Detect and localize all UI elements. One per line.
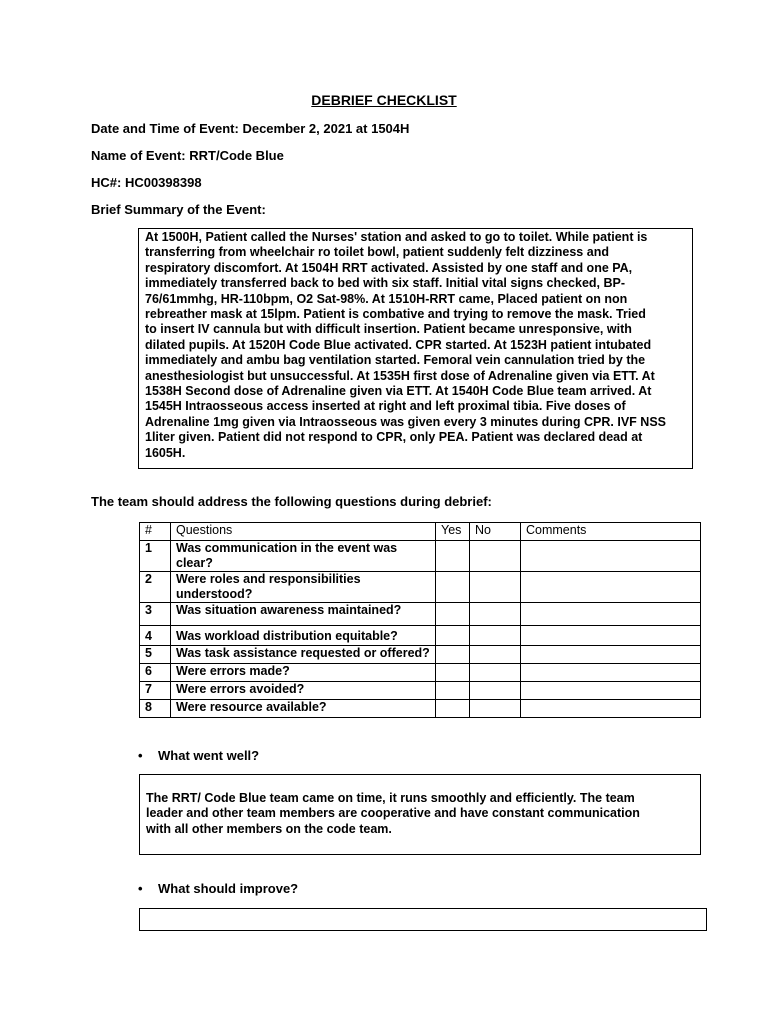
no-cell[interactable] [470,700,521,718]
no-cell[interactable] [470,603,521,626]
summary-line: dilated pupils. At 1520H Code Blue activated. CPR started. At 1523H patient intubated [145,337,652,352]
bullet-icon: • [138,748,143,763]
summary-line: to insert IV cannula but with difficult insertion. Patient became unresponsive, with [145,322,632,337]
comments-cell[interactable] [521,572,701,603]
summary-line: 76/61mmhg, HR-110bpm, O2 Sat-98%. At 1510H-RRT came, Placed patient on non [145,291,628,306]
well-line: with all other members on the code team. [146,821,392,836]
well-line: leader and other team members are cooperative and have constant communication [146,806,640,821]
row-question: Was workload distribution equitable? [171,626,436,646]
question-line: understood? [176,586,253,601]
event-name-field: Name of Event: RRT/Code Blue [91,148,284,163]
header-number: # [140,523,171,541]
row-question: Were errors made? [171,664,436,682]
table-row [140,646,701,664]
no-cell[interactable] [470,572,521,603]
yes-cell[interactable] [436,664,470,682]
comments-cell[interactable] [521,664,701,682]
comments-cell[interactable] [521,626,701,646]
comments-cell[interactable] [521,603,701,626]
row-question: Were resource available? [171,700,436,718]
summary-line: immediately and ambu bag ventilation started. Femoral vein cannulation tried by the [145,353,646,368]
no-cell[interactable] [470,646,521,664]
row-question [171,572,436,603]
no-cell[interactable] [470,626,521,646]
table-row [140,700,701,718]
row-number: 3 [140,603,171,626]
row-number: 8 [140,700,171,718]
comments-cell[interactable] [521,541,701,572]
table-row [140,626,701,646]
summary-box [138,228,693,469]
question-line: Were roles and responsibilities [176,572,361,586]
table-header-row [140,523,701,541]
yes-cell[interactable] [436,700,470,718]
event-date-field: Date and Time of Event: December 2, 2021 at 1504H [91,121,410,136]
page-title: DEBRIEF CHECKLIST [311,92,457,108]
table-row [140,682,701,700]
hc-number-field: HC#: HC00398398 [91,175,202,190]
table-row [140,664,701,682]
row-question: Was task assistance requested or offered? [171,646,436,664]
yes-cell[interactable] [436,646,470,664]
table-row [140,603,701,626]
summary-line: respiratory discomfort. At 1504H RRT activated. Assisted by one staff and one PA, [145,260,633,275]
no-cell[interactable] [470,541,521,572]
row-question: Was situation awareness maintained? [171,603,436,626]
summary-line: 1545H Intraosseous access inserted at right and left proximal tibia. Five doses of [145,399,626,414]
no-cell[interactable] [470,682,521,700]
table-row [140,541,701,572]
yes-cell[interactable] [436,572,470,603]
comments-cell[interactable] [521,646,701,664]
bullet-icon: • [138,881,143,896]
summary-line: rebreather mask at 15lpm. Patient is combative and trying to remove the mask. Tried [145,307,646,322]
what-should-improve-box[interactable] [139,908,707,931]
header-questions: Questions [171,523,436,541]
question-line: clear? [176,555,213,570]
row-number: 1 [140,541,171,572]
row-number: 4 [140,626,171,646]
no-cell[interactable] [470,664,521,682]
summary-line: At 1500H, Patient called the Nurses' station and asked to go to toilet. While patient is [145,230,648,244]
row-number: 2 [140,572,171,603]
yes-cell[interactable] [436,626,470,646]
row-number: 7 [140,682,171,700]
comments-cell[interactable] [521,700,701,718]
summary-line: 1liter given. Patient did not respond to CPR, only PEA. Patient was declared dead at [145,430,643,445]
summary-line: immediately transferred back to bed with six staff. Initial vital signs checked, BP- [145,276,626,291]
what-went-well-label: What went well? [158,748,260,763]
row-question: Were errors avoided? [171,682,436,700]
yes-cell[interactable] [436,682,470,700]
summary-line: 1605H. [145,445,186,460]
table-row [140,572,701,603]
row-question [171,541,436,572]
header-yes: Yes [436,523,470,541]
well-line: The RRT/ Code Blue team came on time, it runs smoothly and efficiently. The team [146,791,635,805]
question-line: Was communication in the event was [176,541,398,555]
header-no: No [470,523,521,541]
yes-cell[interactable] [436,541,470,572]
summary-line: 1538H Second dose of Adrenaline given via ETT. At 1540H Code Blue team arrived. At [145,384,652,399]
what-went-well-heading [138,748,259,763]
what-should-improve-label: What should improve? [158,881,299,896]
yes-cell[interactable] [436,603,470,626]
summary-line: transferring from wheelchair ro toilet bowl, patient suddenly felt dizziness and [145,245,609,260]
summary-label: Brief Summary of the Event: [91,202,266,217]
what-went-well-box[interactable] [139,774,701,855]
questions-intro: The team should address the following questions during debrief: [91,494,492,509]
header-comments: Comments [521,523,701,541]
row-number: 5 [140,646,171,664]
what-should-improve-heading [138,881,298,896]
summary-line: Adrenaline 1mg given via Intraosseous was given every 3 minutes during CPR. IVF NSS [145,414,666,429]
comments-cell[interactable] [521,682,701,700]
row-number: 6 [140,664,171,682]
debrief-questions-table [139,522,701,718]
summary-line: anesthesiologist but unsuccessful. At 1535H first dose of Adrenaline given via ETT. At [145,368,655,383]
